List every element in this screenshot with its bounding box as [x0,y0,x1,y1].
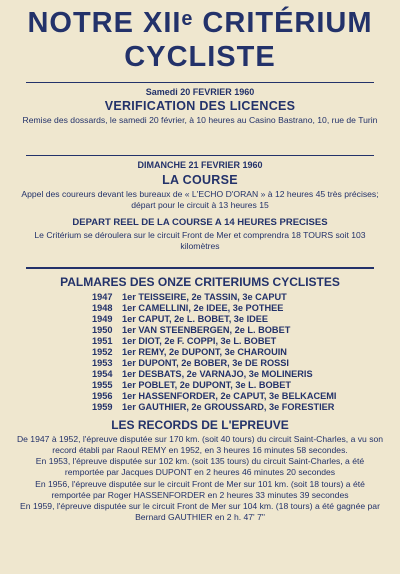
palmares-row: 1956 1er HASSENFORDER, 2e CAPUT, 3e BELKACEMI [92,391,337,401]
palmares-row: 1954 1er DESBATS, 2e VARNAJO, 3e MOLINERIS [92,369,313,379]
divider [26,82,374,83]
title-line-1: NOTRE XIIᵉ CRITÉRIUM [27,7,373,39]
record-paragraph: En 1956, l'épreuve disputée sur le circuit Front de Mer sur 101 km. (soit 18 tours) a été remportée par Roger HASSENFORDER en 2 heures 33 minutes 39 secondes [35,478,365,500]
depart-heading: DEPART REEL DE LA COURSE A 14 HEURES PRECISES [72,217,328,228]
record-paragraph: En 1953, l'épreuve disputée sur 102 km. (soit 135 tours) du circuit Saint-Charles, a été remportée par Jacques DUPONT en 2 heures 46 minutes 20 secondes [35,456,365,478]
palmares-row: 1952 1er REMY, 2e DUPONT, 3e CHAROUIN [92,347,287,357]
depart-text: Le Critérium se déroulera sur le circuit Front de Mer et comprendra 18 TOURS soit 103 kilomètres [34,230,366,251]
palmares-row: 1955 1er POBLET, 2e DUPONT, 3e L. BOBET [92,380,291,390]
divider [26,267,374,269]
saturday-text: Remise des dossards, le samedi 20 février, à 10 heures au Casino Bastrano, 10, rue de Turin [22,115,378,125]
sunday-heading: LA COURSE [162,173,238,187]
palmares-row: 1950 1er VAN STEENBERGEN, 2e L. BOBET [92,325,291,335]
palmares-heading: PALMARES DES ONZE CRITERIUMS CYCLISTES [60,275,340,289]
palmares-row: 1951 1er DIOT, 2e F. COPPI, 3e L. BOBET [92,336,277,346]
record-paragraph: De 1947 à 1952, l'épreuve disputée sur 170 km. (soit 40 tours) du circuit Saint-Charles, a vu son record établi par Raoul REMY en 1952, en 3 heures 16 minutes 58 secondes. [16,434,384,455]
saturday-date: Samedi 20 FEVRIER 1960 [145,87,255,97]
records-heading: LES RECORDS DE L'EPREUVE [111,418,289,432]
palmares-row: 1953 1er DUPONT, 2e BOBER, 3e DE ROSSI [92,358,289,368]
palmares-row: 1948 1er CAMELLINI, 2e IDEE, 3e POTHEE [92,303,284,313]
record-paragraph: En 1959, l'épreuve disputée sur le circuit Front de Mer sur 104 km. (18 tours) a été gagnée par Bernard GAUTHIER en 2 h. 47' 7" [20,501,380,522]
title-line-2: CYCLISTE [124,41,276,73]
divider [26,155,374,156]
palmares-row: 1949 1er CAPUT, 2e L. BOBET, 3e IDEE [92,314,269,324]
sunday-date: DIMANCHE 21 FEVRIER 1960 [137,160,263,170]
records-body [16,434,384,524]
palmares-row: 1959 1er GAUTHIER, 2e GROUSSARD, 3e FORESTIER [92,402,335,412]
palmares-row: 1947 1er TEISSEIRE, 2e TASSIN, 3e CAPUT [92,292,287,302]
palmares-list [92,292,352,413]
saturday-heading: VERIFICATION DES LICENCES [104,99,296,113]
sunday-text: Appel des coureurs devant les bureaux de « L'ECHO D'ORAN » à 12 heures 45 très précises; départ pour le circuit à 13 heures 15 [21,189,379,210]
